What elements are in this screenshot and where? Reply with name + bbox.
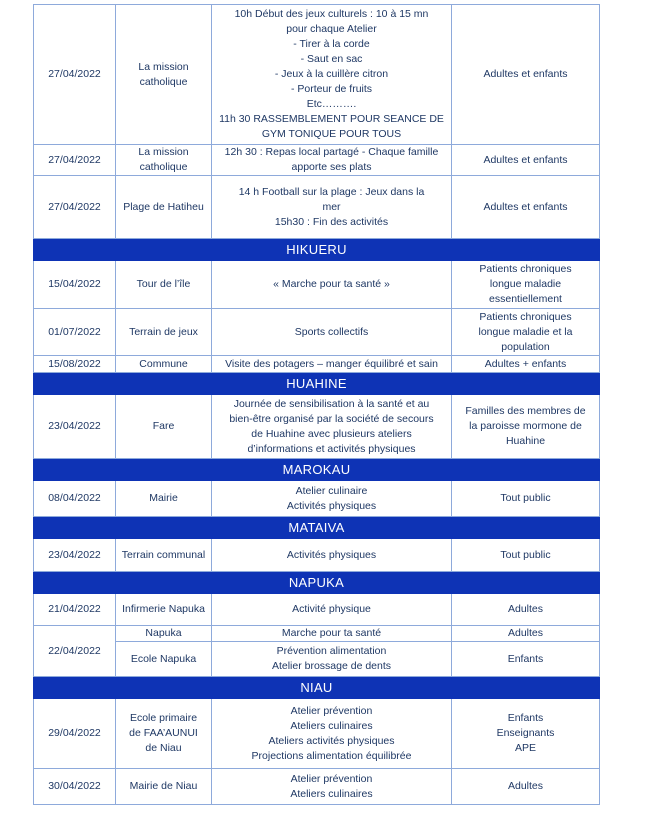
table-row [34,699,600,769]
text-line: 11h 30 RASSEMBLEMENT POUR SEANCE DE [219,113,444,125]
activity-cell [212,769,452,805]
text-line: Enfants [507,712,544,724]
text-line: Atelier prévention [290,772,373,785]
text-line: Patients chroniques [479,263,572,275]
activities-table [33,4,600,805]
text-line: Ateliers culinaires [290,719,373,732]
section-header-napuka [34,572,600,594]
table-row [34,769,600,805]
section-title: NAPUKA [34,572,600,594]
place-cell: Commune [116,356,212,373]
date-cell: 15/08/2022 [34,356,116,373]
date-cell: 27/04/2022 [34,176,116,239]
activity-cell [212,5,452,145]
text-line: Enseignants [496,727,555,739]
table-row [34,5,600,145]
text-line: apporte ses plats [291,161,372,173]
place-cell: Terrain de jeux [116,309,212,356]
date-cell: 23/04/2022 [34,395,116,459]
activity-cell [212,699,452,769]
activity-cell [212,261,452,309]
table-row [34,626,600,642]
audience-cell: Enfants [452,642,600,677]
activity-cell [212,309,452,356]
date-cell: 22/04/2022 [34,626,116,677]
place-cell: Infirmerie Napuka [116,594,212,626]
table-row [34,309,600,356]
text-line: population [501,340,550,353]
text-line: Ecole primaire [129,712,198,724]
table-row [34,395,600,459]
date-cell: 15/04/2022 [34,261,116,309]
text-line: Marche pour ta santé [281,627,382,639]
text-line: Atelier culinaire [295,484,368,497]
text-line: Activité physique [292,603,371,615]
activity-cell [212,594,452,626]
text-line: - Tirer à la corde [293,38,370,50]
text-line: 10h Début des jeux culturels : 10 à 15 mn [234,8,429,20]
text-line: Activités physiques [286,548,377,561]
activity-cell [212,539,452,572]
table-row [34,356,600,373]
place-cell [116,699,212,769]
text-line: - Jeux à la cuillère citron [274,68,389,80]
text-line: - Porteur de fruits [290,83,373,95]
place-cell: Ecole Napuka [116,642,212,677]
text-line: pour chaque Atelier [286,23,377,35]
date-cell: 27/04/2022 [34,5,116,145]
text-line: Sports collectifs [294,325,369,338]
table-row [34,481,600,517]
text-line: d’informations et activités physiques [247,442,416,455]
audience-cell [452,261,600,309]
audience-cell [452,309,600,356]
text-line: 14 h Football sur la plage : Jeux dans la [238,185,425,198]
table-row [34,594,600,626]
text-line: Ateliers culinaires [290,787,373,800]
text-line: Journée de sensibilisation à la santé et au [233,397,430,410]
place-cell: Terrain communal [116,539,212,572]
text-line: essentiellement [489,293,562,305]
section-title: MATAIVA [34,517,600,539]
section-title: NIAU [34,677,600,699]
audience-cell [452,699,600,769]
audience-cell: Adultes [452,769,600,805]
text-line: longue maladie [489,278,562,290]
audience-cell: Adultes et enfants [452,5,600,145]
text-line: Huahine [505,435,546,447]
text-line: Prévention alimentation [276,645,387,657]
date-cell: 23/04/2022 [34,539,116,572]
text-line: 15h30 : Fin des activités [274,215,389,228]
place-cell: Napuka [116,626,212,642]
table-row [34,642,600,677]
place-cell: Plage de Hatiheu [116,176,212,239]
place-cell: Mairie [116,481,212,517]
section-header-niau [34,677,600,699]
date-cell: 08/04/2022 [34,481,116,517]
text-line: GYM TONIQUE POUR TOUS [261,128,402,140]
activity-cell [212,395,452,459]
audience-cell: Adultes [452,594,600,626]
text-line: Patients chroniques [479,310,572,323]
text-line: - Saut en sac [300,53,363,65]
text-line: de FAA’AUNUI [129,727,198,739]
text-line: 12h 30 : Repas local partagé - Chaque famille [224,146,439,158]
date-cell: 27/04/2022 [34,145,116,176]
text-line: mer [322,200,341,213]
table-row [34,176,600,239]
text-line: Familles des membres de [465,405,586,417]
section-header-hikueru [34,239,600,261]
audience-cell: Adultes et enfants [452,145,600,176]
activity-cell [212,145,452,176]
text-line: Atelier prévention [290,704,373,717]
audience-cell: Adultes [452,626,600,642]
section-title: MAROKAU [34,459,600,481]
text-line: la paroisse mormone de [469,420,582,432]
text-line: « Marche pour ta santé » [273,278,390,290]
date-cell: 30/04/2022 [34,769,116,805]
place-cell: Mairie de Niau [116,769,212,805]
table-row [34,261,600,309]
text-line: Ateliers activités physiques [268,734,395,747]
section-title: HIKUERU [34,239,600,261]
text-line: longue maladie et la [478,325,573,338]
audience-cell: Tout public [452,481,600,517]
text-line: APE [514,742,536,754]
text-line: de Niau [145,742,182,754]
activity-cell [212,356,452,373]
audience-cell: Tout public [452,539,600,572]
section-title: HUAHINE [34,373,600,395]
section-header-huahine [34,373,600,395]
text-line: Etc………. [306,98,357,110]
place-cell: La mission catholique [116,5,212,145]
text-line: Atelier brossage de dents [271,660,392,672]
text-line: Visite des potagers – manger équilibré et sain [225,357,438,370]
text-line: Projections alimentation équilibrée [251,749,412,762]
text-line: bien-être organisé par la société de secours [229,412,434,425]
activity-cell [212,626,452,642]
date-cell: 01/07/2022 [34,309,116,356]
text-line: Activités physiques [286,499,377,512]
place-cell: Tour de l’île [116,261,212,309]
audience-cell [452,395,600,459]
date-cell: 21/04/2022 [34,594,116,626]
text-line: de Huahine avec plusieurs ateliers [251,427,412,440]
table-row [34,539,600,572]
audience-cell: Adultes + enfants [452,356,600,373]
activity-cell [212,176,452,239]
audience-cell: Adultes et enfants [452,176,600,239]
activity-cell [212,481,452,517]
place-cell: La mission catholique [116,145,212,176]
section-header-marokau [34,459,600,481]
table-row [34,145,600,176]
section-header-mataiva [34,517,600,539]
place-cell: Fare [116,395,212,459]
date-cell: 29/04/2022 [34,699,116,769]
activity-cell [212,642,452,677]
